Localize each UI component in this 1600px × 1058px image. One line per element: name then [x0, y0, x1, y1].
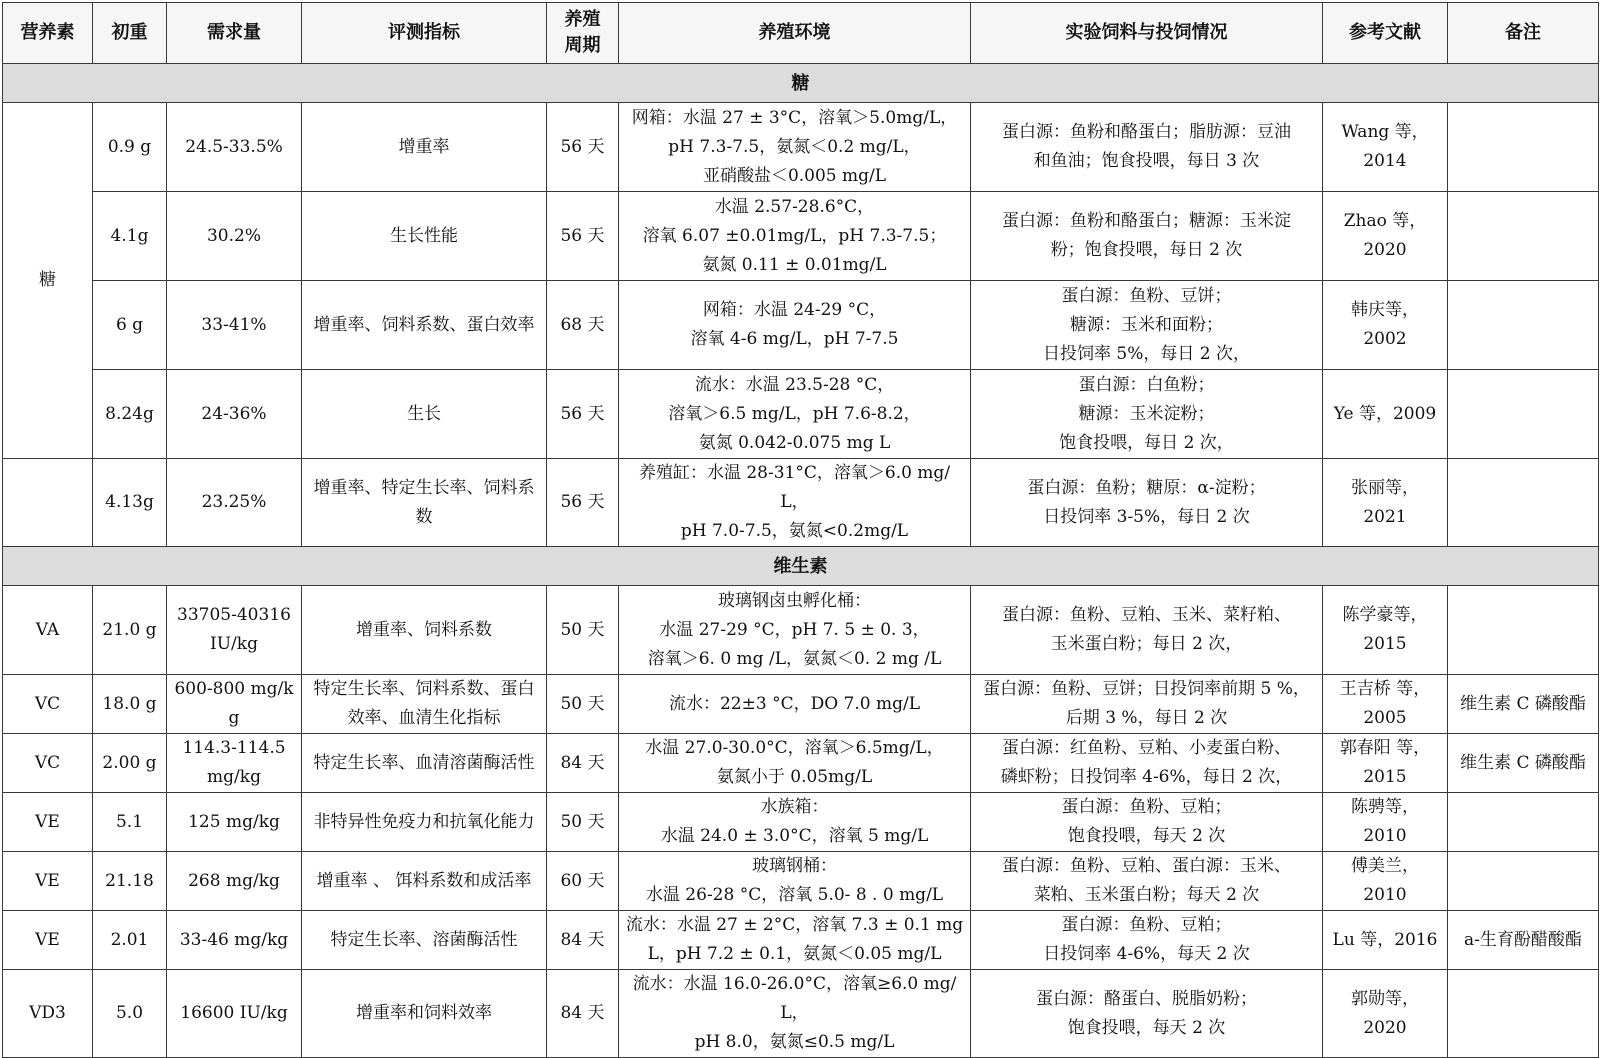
cell-culture-environment: [619, 459, 971, 547]
cell-feed-and-feeding-line: 后期 3 %，每日 2 次: [1065, 708, 1228, 728]
cell-reference-line: 2021: [1363, 506, 1407, 527]
cell-nutrient: VE: [3, 793, 93, 852]
cell-note: [1448, 281, 1599, 370]
cell-feed-and-feeding-line: 粉；饱食投喂，每日 2 次: [1050, 240, 1243, 260]
cell-note: [1448, 459, 1599, 547]
cell-feed-and-feeding-line: 玉米蛋白粉；每日 2 次，: [1050, 634, 1243, 654]
cell-feed-and-feeding-line: 蛋白源：鱼粉；糖原：α-淀粉；: [1027, 477, 1266, 498]
cell-note: [1448, 103, 1599, 192]
header-initial-weight: 初重: [93, 3, 167, 64]
table-row: [3, 793, 1599, 852]
cell-feed-and-feeding-line: 蛋白源：鱼粉、豆饼；: [1061, 285, 1232, 306]
cell-culture-environment: [619, 793, 971, 852]
cell-feed-and-feeding: [971, 911, 1323, 970]
cell-culture-environment-line: 氨氮 0.11 ± 0.01mg/L: [702, 254, 887, 275]
cell-initial-weight: 6 g: [93, 281, 167, 370]
cell-reference-line: 2015: [1363, 767, 1407, 787]
table-row: [3, 192, 1599, 281]
cell-nutrient: VD3: [3, 970, 93, 1058]
table-row: [3, 103, 1599, 192]
cell-requirement: 23.25%: [167, 459, 302, 547]
cell-reference-line: 2005: [1363, 708, 1407, 728]
cell-reference-line: 郭春阳 等，: [1339, 738, 1431, 758]
cell-reference-line: Lu 等，2016: [1332, 929, 1438, 950]
cell-requirement: 30.2%: [167, 192, 302, 281]
cell-culture-environment: [619, 370, 971, 459]
cell-feed-and-feeding-line: 和鱼油；饱食投喂，每日 3 次: [1033, 151, 1260, 171]
cell-evaluation-index: 生长性能: [302, 192, 547, 281]
cell-nutrient: VE: [3, 911, 93, 970]
cell-feed-and-feeding: [971, 192, 1323, 281]
cell-feed-and-feeding: [971, 281, 1323, 370]
cell-note: [1448, 586, 1599, 675]
cell-culture-period: 56 天: [547, 370, 619, 459]
cell-reference: [1323, 852, 1448, 911]
cell-feed-and-feeding-line: 磷虾粉；日投饲率 4-6%，每日 2 次，: [1000, 767, 1293, 787]
cell-initial-weight: 18.0 g: [93, 675, 167, 734]
cell-requirement: 33-46 mg/kg: [167, 911, 302, 970]
cell-requirement: 24-36%: [167, 370, 302, 459]
cell-evaluation-index: 特定生长率、溶菌酶活性: [302, 911, 547, 970]
cell-culture-period: 56 天: [547, 192, 619, 281]
cell-feed-and-feeding: [971, 793, 1323, 852]
cell-reference-line: 王吉桥 等，: [1339, 679, 1431, 699]
cell-feed-and-feeding-line: 饱食投喂，每天 2 次: [1067, 826, 1226, 846]
cell-culture-environment-line: 网箱：水温 24-29 °C，: [702, 300, 887, 320]
cell-culture-environment-line: 水温 26-28 °C，溶氧 5.0- 8 . 0 mg/L: [645, 885, 944, 905]
cell-requirement: 268 mg/kg: [167, 852, 302, 911]
cell-culture-period: 50 天: [547, 586, 619, 675]
cell-note: [1448, 192, 1599, 281]
cell-nutrient: VC: [3, 734, 93, 793]
cell-evaluation-index: 增重率和饲料效率: [302, 970, 547, 1058]
cell-reference-line: 2010: [1363, 826, 1407, 846]
cell-reference-line: 2015: [1363, 634, 1407, 654]
cell-note: [1448, 970, 1599, 1058]
cell-reference-line: Wang 等，: [1341, 122, 1429, 142]
cell-culture-environment-line: 溶氧＞6.5 mg/L，pH 7.6-8.2，: [668, 403, 921, 424]
cell-initial-weight: 4.13g: [93, 459, 167, 547]
cell-culture-environment-line: 水温 27.0-30.0°C，溶氧＞6.5mg/L，: [645, 738, 944, 758]
cell-feed-and-feeding-line: 蛋白源：鱼粉、豆粕、玉米、菜籽粕、: [1002, 605, 1291, 625]
cell-reference: [1323, 586, 1448, 675]
cell-evaluation-index: 增重率、饲料系数: [302, 586, 547, 675]
cell-reference: [1323, 192, 1448, 281]
cell-feed-and-feeding-line: 糖源：玉米淀粉；: [1078, 403, 1215, 424]
cell-reference: [1323, 970, 1448, 1058]
cell-feed-and-feeding: [971, 675, 1323, 734]
cell-culture-environment: [619, 970, 971, 1058]
cell-requirement: 24.5-33.5%: [167, 103, 302, 192]
header-row: [3, 3, 1599, 64]
section-row-sugar-title: 糖: [3, 64, 1599, 103]
header-reference: 参考文献: [1323, 3, 1448, 64]
cell-initial-weight: 2.00 g: [93, 734, 167, 793]
cell-requirement: 600-800 mg/kg: [167, 675, 302, 734]
cell-feed-and-feeding: [971, 970, 1323, 1058]
cell-feed-and-feeding: [971, 370, 1323, 459]
cell-requirement: 33-41%: [167, 281, 302, 370]
cell-feed-and-feeding: [971, 103, 1323, 192]
cell-evaluation-index: 增重率: [302, 103, 547, 192]
cell-culture-environment-line: 流水：水温 23.5-28 °C，: [694, 374, 895, 395]
cell-nutrient-group: 糖: [3, 103, 93, 459]
section-row-vitamin-title: 维生素: [3, 547, 1599, 586]
cell-culture-environment-line: 水温 24.0 ± 3.0°C，溶氧 5 mg/L: [660, 826, 929, 846]
cell-initial-weight: 2.01: [93, 911, 167, 970]
cell-feed-and-feeding-line: 蛋白源：鱼粉、豆饼；日投饲率前期 5 %，: [983, 679, 1310, 699]
cell-culture-environment-line: 玻璃钢卤虫孵化桶：: [718, 590, 871, 611]
cell-culture-environment: [619, 911, 971, 970]
cell-culture-environment: [619, 852, 971, 911]
cell-reference-line: 2014: [1363, 151, 1407, 171]
header-nutrient: 营养素: [3, 3, 93, 64]
cell-culture-environment-line: 玻璃钢桶：: [752, 856, 837, 876]
cell-culture-environment: [619, 675, 971, 734]
section-row-sugar: [3, 64, 1599, 103]
nutrient-requirement-table: [2, 2, 1599, 1058]
table-row: [3, 459, 1599, 547]
cell-initial-weight: 21.0 g: [93, 586, 167, 675]
cell-culture-period: 84 天: [547, 970, 619, 1058]
header-feed-and-feeding: 实验饲料与投饲情况: [971, 3, 1323, 64]
cell-culture-environment-line: 溶氧 4-6 mg/L，pH 7-7.5: [690, 329, 899, 349]
cell-feed-and-feeding: [971, 586, 1323, 675]
cell-note: a-生育酚醋酸酯: [1448, 911, 1599, 970]
table-row: [3, 675, 1599, 734]
cell-feed-and-feeding-line: 蛋白源：鱼粉和酪蛋白；糖源：玉米淀: [1002, 211, 1291, 231]
cell-reference-line: 2020: [1363, 240, 1407, 260]
cell-culture-environment-line: 氨氮 0.042-0.075 mg L: [698, 432, 891, 453]
cell-feed-and-feeding-line: 蛋白源：鱼粉、豆粕；: [1061, 797, 1232, 817]
cell-evaluation-index: 非特异性免疫力和抗氧化能力: [302, 793, 547, 852]
cell-nutrient: VE: [3, 852, 93, 911]
cell-initial-weight: 5.1: [93, 793, 167, 852]
cell-culture-environment-line: 亚硝酸盐＜0.005 mg/L: [702, 165, 887, 186]
header-culture-period: 养殖周期: [547, 3, 619, 64]
cell-feed-and-feeding-line: 蛋白源：红鱼粉、豆粕、小麦蛋白粉、: [1002, 738, 1291, 758]
cell-evaluation-index: 增重率 、 饵料系数和成活率: [302, 852, 547, 911]
cell-initial-weight: 8.24g: [93, 370, 167, 459]
table-row: [3, 281, 1599, 370]
cell-nutrient: VA: [3, 586, 93, 675]
cell-requirement: 33705-40316 IU/kg: [167, 586, 302, 675]
cell-evaluation-index: 特定生长率、血清溶菌酶活性: [302, 734, 547, 793]
cell-culture-environment-line: 水族箱：: [760, 797, 829, 817]
cell-culture-environment: [619, 586, 971, 675]
cell-culture-environment-line: 溶氧＞6. 0 mg /L，氨氮＜0. 2 mg /L: [647, 648, 942, 669]
cell-culture-period: 60 天: [547, 852, 619, 911]
header-culture-environment: 养殖环境: [619, 3, 971, 64]
cell-culture-period: 68 天: [547, 281, 619, 370]
cell-note: [1448, 370, 1599, 459]
cell-reference-line: Zhao 等，: [1343, 211, 1427, 231]
cell-feed-and-feeding: [971, 734, 1323, 793]
cell-requirement: 114.3-114.5 mg/kg: [167, 734, 302, 793]
cell-culture-environment: [619, 734, 971, 793]
cell-requirement: 16600 IU/kg: [167, 970, 302, 1058]
cell-reference-line: 韩庆等，: [1351, 300, 1419, 320]
cell-feed-and-feeding: [971, 852, 1323, 911]
cell-culture-period: 56 天: [547, 103, 619, 192]
cell-feed-and-feeding-line: 菜粕、玉米蛋白粉；每天 2 次: [1033, 885, 1260, 905]
cell-culture-environment-line: 养殖缸：水温 28-31°C，溶氧＞6.0 mg/L，: [638, 463, 951, 512]
cell-note: [1448, 852, 1599, 911]
cell-culture-period: 84 天: [547, 734, 619, 793]
cell-nutrient: VC: [3, 675, 93, 734]
cell-reference-line: 陈骋等，: [1351, 797, 1419, 817]
cell-feed-and-feeding-line: 蛋白源：鱼粉和酪蛋白；脂肪源：豆油: [1002, 122, 1291, 142]
cell-initial-weight: 5.0: [93, 970, 167, 1058]
cell-evaluation-index: 增重率、饲料系数、蛋白效率: [302, 281, 547, 370]
cell-culture-period: 50 天: [547, 675, 619, 734]
cell-feed-and-feeding-line: 蛋白源：白鱼粉；: [1078, 374, 1215, 395]
cell-culture-environment-line: 网箱：水温 27 ± 3°C，溶氧＞5.0mg/L，: [631, 107, 958, 128]
cell-culture-environment-line: pH 7.0-7.5，氨氮<0.2mg/L: [680, 521, 909, 541]
cell-culture-environment-line: 流水：水温 27 ± 2°C，溶氧 7.3 ± 0.1 mg: [625, 915, 964, 935]
cell-feed-and-feeding-line: 蛋白源：鱼粉、豆粕、蛋白源：玉米、: [1002, 856, 1291, 876]
table-row: [3, 370, 1599, 459]
cell-evaluation-index: 增重率、特定生长率、饲料系数: [302, 459, 547, 547]
cell-feed-and-feeding-line: 饱食投喂，每天 2 次: [1067, 1017, 1226, 1038]
cell-feed-and-feeding-line: 日投饲率 4-6%，每天 2 次: [1043, 944, 1250, 964]
cell-reference-line: 2020: [1363, 1017, 1407, 1038]
cell-culture-environment-line: pH 7.3-7.5，氨氮＜0.2 mg/L，: [668, 136, 921, 157]
cell-reference-line: 2010: [1363, 885, 1407, 905]
cell-feed-and-feeding-line: 日投饲率 3-5%，每日 2 次: [1043, 506, 1250, 527]
cell-note: 维生素 C 磷酸酯: [1448, 734, 1599, 793]
cell-culture-environment-line: pH 8.0，氨氮≤0.5 mg/L: [694, 1032, 895, 1052]
cell-evaluation-index: 生长: [302, 370, 547, 459]
cell-culture-environment: [619, 103, 971, 192]
cell-initial-weight: 4.1g: [93, 192, 167, 281]
table-row: [3, 911, 1599, 970]
cell-reference-line: 陈学豪等，: [1342, 605, 1428, 625]
cell-feed-and-feeding-line: 糖源：玉米和面粉；: [1070, 314, 1223, 335]
cell-reference: [1323, 793, 1448, 852]
table-row: [3, 586, 1599, 675]
section-row-vitamin: [3, 547, 1599, 586]
table-row: [3, 970, 1599, 1058]
cell-reference: [1323, 370, 1448, 459]
cell-culture-environment-line: 水温 27-29 °C，pH 7. 5 ± 0. 3，: [659, 619, 930, 640]
cell-reference-line: 郭勋等，: [1351, 988, 1419, 1009]
cell-culture-environment-line: 溶氧 6.07 ±0.01mg/L，pH 7.3-7.5；: [642, 225, 947, 246]
cell-note: 维生素 C 磷酸酯: [1448, 675, 1599, 734]
cell-culture-environment: [619, 192, 971, 281]
cell-initial-weight: 0.9 g: [93, 103, 167, 192]
table-row: [3, 734, 1599, 793]
cell-requirement: 125 mg/kg: [167, 793, 302, 852]
cell-nutrient: [3, 459, 93, 547]
header-note: 备注: [1448, 3, 1599, 64]
cell-feed-and-feeding-line: 蛋白源：酪蛋白、脱脂奶粉；: [1036, 988, 1257, 1009]
cell-reference: [1323, 459, 1448, 547]
cell-culture-environment-line: 流水：水温 16.0-26.0°C，溶氧≥6.0 mg/L，: [632, 974, 957, 1023]
cell-reference: [1323, 675, 1448, 734]
cell-culture-period: 50 天: [547, 793, 619, 852]
cell-reference: [1323, 911, 1448, 970]
cell-culture-period: 56 天: [547, 459, 619, 547]
cell-culture-period: 84 天: [547, 911, 619, 970]
cell-feed-and-feeding-line: 蛋白源：鱼粉、豆粕；: [1061, 915, 1232, 935]
cell-reference: [1323, 103, 1448, 192]
cell-culture-environment-line: 水温 2.57-28.6°C，: [714, 196, 875, 217]
cell-initial-weight: 21.18: [93, 852, 167, 911]
cell-reference-line: 2002: [1363, 329, 1407, 349]
header-requirement: 需求量: [167, 3, 302, 64]
cell-feed-and-feeding-line: 日投饲率 5%，每日 2 次，: [1043, 343, 1250, 364]
header-evaluation-index: 评测指标: [302, 3, 547, 64]
cell-culture-environment: [619, 281, 971, 370]
cell-reference-line: 傅美兰，: [1351, 856, 1419, 876]
cell-reference-line: Ye 等，2009: [1333, 403, 1437, 424]
cell-note: [1448, 793, 1599, 852]
cell-culture-environment-line: 氨氮小于 0.05mg/L: [716, 767, 873, 787]
table-row: [3, 852, 1599, 911]
cell-feed-and-feeding: [971, 459, 1323, 547]
cell-reference-line: 张丽等，: [1351, 477, 1419, 498]
cell-reference: [1323, 281, 1448, 370]
cell-evaluation-index: 特定生长率、饲料系数、蛋白效率、血清生化指标: [302, 675, 547, 734]
cell-feed-and-feeding-line: 饱食投喂，每日 2 次，: [1059, 432, 1234, 453]
cell-culture-environment-line: L，pH 7.2 ± 0.1，氨氮＜0.05 mg/L: [647, 944, 942, 964]
cell-culture-environment-line: 流水：22±3 °C，DO 7.0 mg/L: [668, 693, 921, 714]
cell-reference: [1323, 734, 1448, 793]
